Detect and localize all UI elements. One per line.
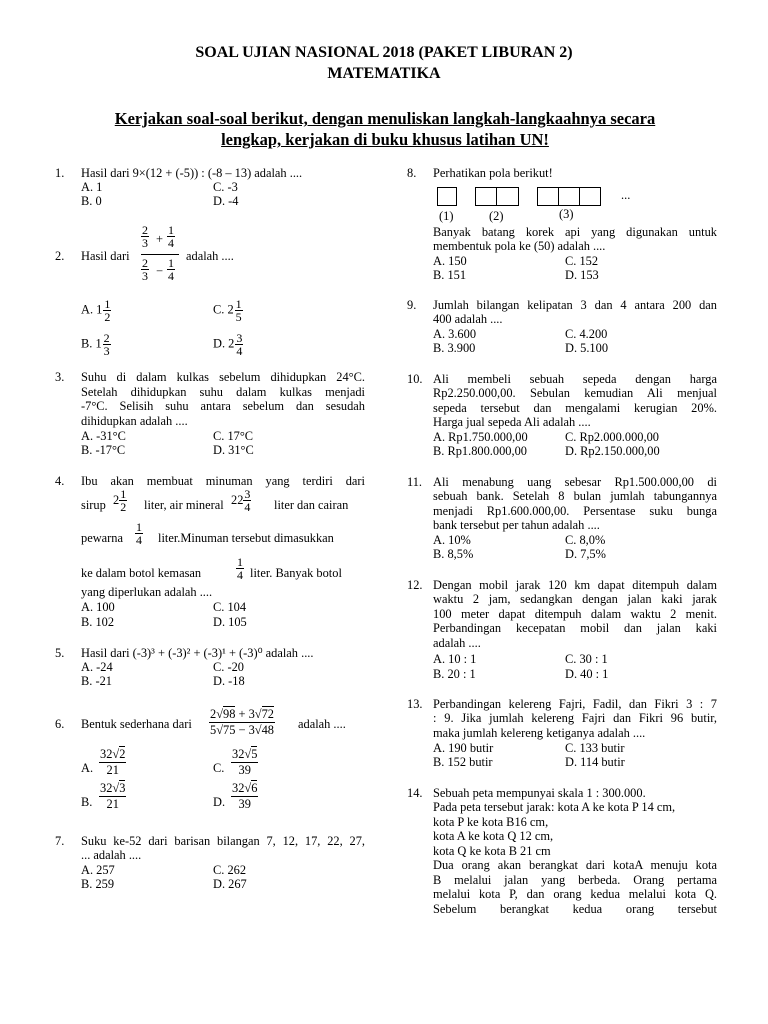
pattern-label: (2) [489, 209, 504, 223]
pattern-label: (3) [559, 207, 574, 221]
option-b: B. 151 [433, 268, 467, 282]
question-number: 6. [55, 717, 65, 731]
option-c: C. 17°C [213, 429, 254, 443]
fraction: $\frac{2}{3}$ [142, 223, 148, 250]
option-a: $\frac{32√2}{21}$ [100, 747, 126, 777]
question-2 [55, 224, 365, 359]
radical-fraction: $\frac{2√98 + 3√72}{5√75 - 3√48}$ [210, 707, 274, 737]
option-b: $\frac{32√3}{21}$ [100, 781, 126, 811]
fraction: $\frac{2}{3}$ [142, 256, 148, 283]
question-text-post: adalah .... [186, 249, 234, 263]
option-d: D. 31°C [213, 443, 254, 457]
option-b: B. 152 butir [433, 755, 493, 769]
question-number: 7. [55, 834, 65, 848]
option-a: A. -24 [81, 660, 113, 674]
question-text-pre: Hasil dari [81, 249, 130, 263]
option-d: D. Rp2.150.000,00 [565, 444, 660, 458]
mixed-number: 2 $\frac{1}{2}$ [113, 487, 127, 514]
instruction-line-1: Kerjakan soal-soal berikut, dengan menuliskan langkah-langkaahnya secara [114, 109, 656, 128]
question-text: Hasil dari (-3)³ + (-3)² + (-3)¹ + (-3)⁰ adalah .... [81, 646, 314, 660]
question-number: 10. [407, 372, 423, 386]
option-d: D. 7,5% [565, 547, 606, 561]
option-b: B. 8,5% [433, 547, 474, 561]
fraction: $\frac{1}{4}$ [168, 223, 174, 250]
option-a: A. Rp1.750.000,00 [433, 430, 528, 444]
option-b: B. 1 $\frac{2}{3}$ [81, 331, 110, 358]
option-d: D. 114 butir [565, 755, 625, 769]
pattern-label: (1) [439, 209, 454, 223]
option-c: $\frac{32√5}{39}$ [232, 747, 258, 777]
option-b: B. -21 [81, 674, 112, 688]
option-d: $\frac{32√6}{39}$ [232, 781, 258, 811]
option-b-label: B. [81, 795, 93, 809]
option-d: D. 5.100 [565, 341, 609, 355]
option-d: D. -4 [213, 194, 239, 208]
option-c: C. -20 [213, 660, 244, 674]
question-4: 4. Ibu akan membuat minuman yang terdiri dari sirup 2 $\frac{1}{2}$ liter, air mineral 22 $\frac{3}{4}$ liter dan cairan pewarna $\frac{1}{4}$ liter.Minuman tersebut dimasukkan ke dalam botol kemasan $\frac{1}{4}$ liter. Banyak botol yang diperlukan adalah .... A. 100 C. 104 B. 102 D. 105 [55, 474, 365, 629]
option-d: D. 153 [565, 268, 599, 282]
option-b: B. 102 [81, 615, 115, 629]
option-b: B. 259 [81, 877, 115, 891]
option-c: C. 133 butir [565, 741, 625, 755]
option-b: B. 3.900 [433, 341, 476, 355]
option-c: C. 2 $\frac{1}{5}$ [213, 297, 242, 324]
option-b: B. -17°C [81, 443, 126, 457]
question-number: 4. [55, 474, 65, 488]
option-d: D. 105 [213, 615, 247, 629]
option-d-label: D. [213, 795, 226, 809]
option-c-label: C. [213, 761, 225, 775]
pattern-3-squares [537, 187, 601, 206]
option-d: D. 267 [213, 877, 247, 891]
question-number: 8. [407, 166, 417, 180]
option-a: A. 150 [433, 254, 467, 268]
question-number: 3. [55, 370, 65, 384]
option-a: A. 10% [433, 533, 471, 547]
fraction: $\frac{1}{4}$ [237, 555, 243, 582]
option-a: A. 3.600 [433, 327, 477, 341]
option-a: A. 10 : 1 [433, 652, 477, 666]
question-number: 13. [407, 697, 423, 711]
instruction-line-2: lengkap, kerjakan di buku khusus latihan UN! [221, 130, 549, 149]
question-number: 1. [55, 166, 65, 180]
option-a: A. 100 [81, 600, 115, 614]
option-b: B. 0 [81, 194, 102, 208]
option-c: C. Rp2.000.000,00 [565, 430, 659, 444]
option-c: C. -3 [213, 180, 238, 194]
question-number: 12. [407, 578, 423, 592]
option-a-label: A. [81, 761, 94, 775]
fraction: $\frac{1}{4}$ [136, 520, 142, 547]
option-a: A. 1 [81, 180, 103, 194]
pattern-2-squares [475, 187, 519, 206]
complex-fraction: $\frac{2}{3}$ + $\frac{1}{4}$ $\frac{2}{3}$ − $\frac{1}{4}$ [141, 224, 179, 286]
question-number: 11. [407, 475, 423, 489]
question-number: 14. [407, 786, 423, 800]
option-d: D. 2 $\frac{3}{4}$ [213, 331, 243, 358]
fraction: $\frac{1}{4}$ [168, 256, 174, 283]
option-c: C. 104 [213, 600, 247, 614]
option-c: C. 4.200 [565, 327, 608, 341]
document-subject: MATEMATIKA [327, 65, 441, 82]
question-6: 6. Bentuk sederhana dari $\frac{2√98 + 3√72}{5√75 - 3√48}$ adalah .... A. $\frac{32√2}{21}$ C. $\frac{32√5}{39}$ B. $\frac{32√3}{21}$ D. $\frac{32√6}{39}$ [55, 707, 346, 811]
option-a: A. 190 butir [433, 741, 494, 755]
document-title: SOAL UJIAN NASIONAL 2018 (PAKET LIBURAN 2) [195, 44, 573, 61]
option-c: C. 262 [213, 863, 247, 877]
mixed-number: 22 $\frac{3}{4}$ [231, 487, 251, 514]
question-text: Hasil dari 9×(12 + (-5)) : (-8 – 13) adalah .... [81, 166, 303, 180]
option-b: B. 20 : 1 [433, 667, 476, 681]
question-number: 2. [55, 249, 65, 263]
option-c: C. 8,0% [565, 533, 606, 547]
option-d: D. 40 : 1 [565, 667, 609, 681]
option-c: C. 30 : 1 [565, 652, 608, 666]
option-a: A. 1 $\frac{1}{2}$ [81, 297, 111, 324]
question-number: 9. [407, 298, 417, 312]
option-a: A. 257 [81, 863, 115, 877]
question-number: 5. [55, 646, 65, 660]
option-a: A. -31°C [81, 429, 126, 443]
pattern-1-square [437, 187, 457, 206]
option-c: C. 152 [565, 254, 599, 268]
question-8: 8. Perhatikan pola berikut! ... (1) (2) (3) Banyak batang korek api yang digunakan untuk membentuk pola ke (50) adalah .... A. 150 C. 152 B. 151 D. 153 [407, 166, 717, 282]
option-d: D. -18 [213, 674, 245, 688]
option-b: B. Rp1.800.000,00 [433, 444, 527, 458]
